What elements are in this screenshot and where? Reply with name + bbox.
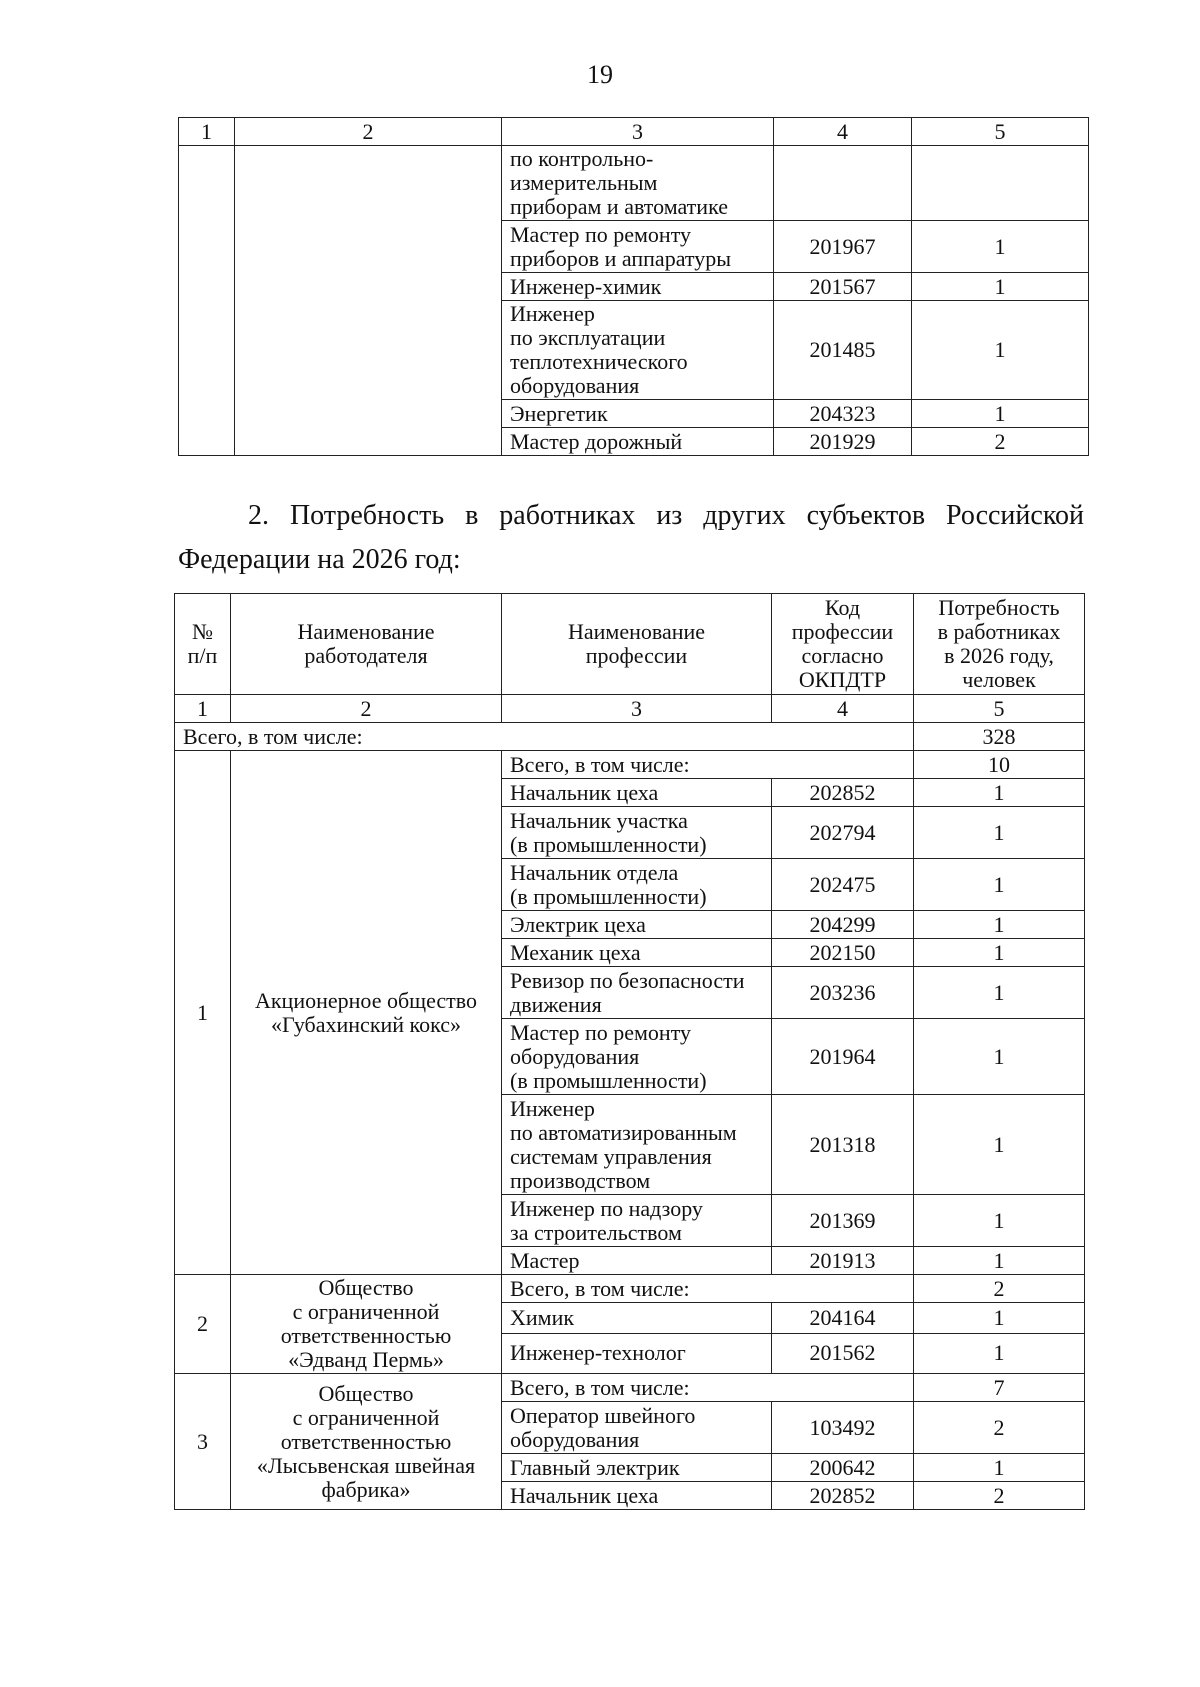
code-cell bbox=[774, 146, 912, 221]
section-heading bbox=[178, 494, 1084, 582]
profession-code: 204164 bbox=[772, 1303, 914, 1333]
profession-code: 202852 bbox=[772, 779, 914, 807]
need-cell: 1 bbox=[912, 301, 1089, 400]
profession-cell: Мастер по ремонту приборов и аппаратуры bbox=[502, 221, 774, 273]
header-row bbox=[175, 594, 1085, 695]
profession-need: 1 bbox=[914, 1247, 1085, 1275]
demand-table bbox=[174, 593, 1085, 1510]
profession-need: 1 bbox=[914, 967, 1085, 1019]
profession-need: 2 bbox=[914, 1402, 1085, 1454]
grand-total-value: 328 bbox=[914, 723, 1085, 751]
continuation-table bbox=[178, 117, 1089, 456]
profession-name: Электрик цеха bbox=[502, 911, 772, 939]
subtotal-value: 10 bbox=[914, 751, 1085, 779]
column-number: 2 bbox=[231, 695, 502, 723]
code-cell: 201929 bbox=[774, 428, 912, 456]
profession-name: Ревизор по безопасности движения bbox=[502, 967, 772, 1019]
subtotal-label: Всего, в том числе: bbox=[502, 751, 914, 779]
column-number: 3 bbox=[502, 118, 774, 146]
header-need: Потребность в работниках в 2026 году, человек bbox=[914, 594, 1085, 695]
grand-total-row bbox=[175, 723, 1085, 751]
column-number: 3 bbox=[502, 695, 772, 723]
code-cell: 201567 bbox=[774, 273, 912, 301]
need-cell: 1 bbox=[912, 221, 1089, 273]
profession-need: 1 bbox=[914, 1303, 1085, 1333]
profession-need: 1 bbox=[914, 859, 1085, 911]
table-row bbox=[179, 146, 1089, 221]
profession-name: Инженер по надзору за строительством bbox=[502, 1195, 772, 1247]
employer-number: 2 bbox=[175, 1275, 231, 1374]
profession-cell: Инженер по эксплуатации теплотехнического оборудования bbox=[502, 301, 774, 400]
profession-need: 1 bbox=[914, 1195, 1085, 1247]
code-cell: 201485 bbox=[774, 301, 912, 400]
profession-need: 1 bbox=[914, 779, 1085, 807]
need-cell: 1 bbox=[912, 400, 1089, 428]
profession-code: 201318 bbox=[772, 1095, 914, 1195]
profession-code: 204299 bbox=[772, 911, 914, 939]
employer-cell bbox=[235, 146, 502, 456]
profession-name: Главный электрик bbox=[502, 1454, 772, 1482]
profession-need: 1 bbox=[914, 1454, 1085, 1482]
header-employer: Наименование работодателя bbox=[231, 594, 502, 695]
profession-code: 200642 bbox=[772, 1454, 914, 1482]
profession-cell: Инженер-химик bbox=[502, 273, 774, 301]
profession-need: 1 bbox=[914, 807, 1085, 859]
profession-code: 201913 bbox=[772, 1247, 914, 1275]
column-number: 4 bbox=[772, 695, 914, 723]
employer-number: 1 bbox=[175, 751, 231, 1275]
code-cell: 204323 bbox=[774, 400, 912, 428]
profession-name: Начальник участка (в промышленности) bbox=[502, 807, 772, 859]
profession-need: 1 bbox=[914, 939, 1085, 967]
profession-need: 1 bbox=[914, 1095, 1085, 1195]
employer-number: 3 bbox=[175, 1374, 231, 1510]
page-number: 19 bbox=[587, 60, 613, 89]
profession-code: 203236 bbox=[772, 967, 914, 1019]
employer-name: Общество с ограниченной ответственностью «Эдванд Пермь» bbox=[231, 1275, 502, 1374]
column-number: 4 bbox=[774, 118, 912, 146]
profession-cell: по контрольно- измерительным приборам и автоматике bbox=[502, 146, 774, 221]
column-number: 5 bbox=[912, 118, 1089, 146]
column-number: 5 bbox=[914, 695, 1085, 723]
employer-subtotal-row bbox=[175, 1275, 1085, 1303]
header-profession: Наименование профессии bbox=[502, 594, 772, 695]
profession-need: 1 bbox=[914, 1333, 1085, 1373]
employer-subtotal-row bbox=[175, 751, 1085, 779]
employer-name: Акционерное общество «Губахинский кокс» bbox=[231, 751, 502, 1275]
code-cell: 201967 bbox=[774, 221, 912, 273]
section-heading-line-1: 2. Потребность в работниках из других субъектов Российской bbox=[248, 500, 1084, 531]
profession-name: Мастер bbox=[502, 1247, 772, 1275]
profession-name: Оператор швейного оборудования bbox=[502, 1402, 772, 1454]
profession-code: 202475 bbox=[772, 859, 914, 911]
profession-name: Химик bbox=[502, 1303, 772, 1333]
profession-cell: Энергетик bbox=[502, 400, 774, 428]
subtotal-label: Всего, в том числе: bbox=[502, 1275, 914, 1303]
profession-need: 2 bbox=[914, 1482, 1085, 1510]
profession-name: Начальник цеха bbox=[502, 1482, 772, 1510]
profession-cell: Мастер дорожный bbox=[502, 428, 774, 456]
column-number: 1 bbox=[175, 695, 231, 723]
column-number: 1 bbox=[179, 118, 235, 146]
profession-name: Инженер-технолог bbox=[502, 1333, 772, 1373]
profession-name: Начальник цеха bbox=[502, 779, 772, 807]
need-cell: 1 bbox=[912, 273, 1089, 301]
header-code: Код профессии согласно ОКПДТР bbox=[772, 594, 914, 695]
profession-code: 202794 bbox=[772, 807, 914, 859]
column-number-row bbox=[175, 695, 1085, 723]
need-cell bbox=[912, 146, 1089, 221]
profession-need: 1 bbox=[914, 911, 1085, 939]
subtotal-label: Всего, в том числе: bbox=[502, 1374, 914, 1402]
column-number-row bbox=[179, 118, 1089, 146]
num-cell bbox=[179, 146, 235, 456]
profession-code: 202852 bbox=[772, 1482, 914, 1510]
profession-code: 201369 bbox=[772, 1195, 914, 1247]
header-num: № п/п bbox=[175, 594, 231, 695]
profession-name: Инженер по автоматизированным системам управления производством bbox=[502, 1095, 772, 1195]
section-heading-line-2: Федерации на 2026 год: bbox=[178, 544, 461, 575]
profession-need: 1 bbox=[914, 1019, 1085, 1095]
need-cell: 2 bbox=[912, 428, 1089, 456]
employer-name: Общество с ограниченной ответственностью «Лысьвенская швейная фабрика» bbox=[231, 1374, 502, 1510]
profession-name: Механик цеха bbox=[502, 939, 772, 967]
employer-subtotal-row bbox=[175, 1374, 1085, 1402]
subtotal-value: 2 bbox=[914, 1275, 1085, 1303]
profession-code: 201964 bbox=[772, 1019, 914, 1095]
subtotal-value: 7 bbox=[914, 1374, 1085, 1402]
profession-name: Начальник отдела (в промышленности) bbox=[502, 859, 772, 911]
profession-code: 202150 bbox=[772, 939, 914, 967]
profession-code: 103492 bbox=[772, 1402, 914, 1454]
grand-total-label: Всего, в том числе: bbox=[175, 723, 914, 751]
profession-name: Мастер по ремонту оборудования (в промышленности) bbox=[502, 1019, 772, 1095]
column-number: 2 bbox=[235, 118, 502, 146]
profession-code: 201562 bbox=[772, 1333, 914, 1373]
